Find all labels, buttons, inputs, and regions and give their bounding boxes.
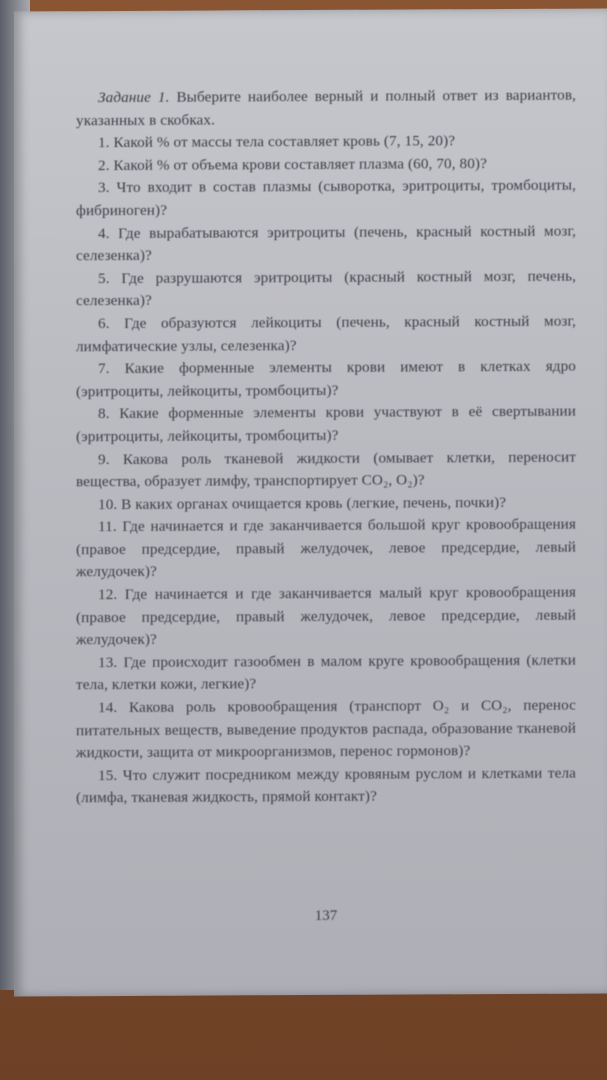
question-10: 10. В каких органах очищается кровь (легкие, печень, почки)? xyxy=(98,493,507,513)
question-5: 5. Где разрушаются эритроциты (красный костный мозг, печень, селезенка)? xyxy=(76,267,576,310)
question-13: 13. Где происходит газообмен в малом круге кровообращения (клетки тела, клетки кожи, легкие)? xyxy=(76,651,576,694)
question-2: 2. Какой % от объема крови составляет плазма (60, 70, 80)? xyxy=(98,154,487,174)
question-3: 3. Что входит в состав плазмы (сыворотка, эритроциты, тромбоциты, фибриноген)? xyxy=(76,176,576,220)
task-label: Задание 1. xyxy=(98,88,170,107)
question-4: 4. Где вырабатываются эритроциты (печень, красный костный мозг, селезенка)? xyxy=(76,222,576,265)
question-1: 1. Какой % от массы тела составляет кровь (7, 15, 20)? xyxy=(98,132,456,152)
question-6: 6. Где образуются лейкоциты (печень, красный костный мозг, лимфатические узлы, селезенка)? xyxy=(76,312,576,355)
question-15: 15. Что служит посредником между кровяным руслом и клетками тела (лимфа, тканевая жидкость, прямой контакт)? xyxy=(76,764,576,807)
task-heading xyxy=(76,85,576,133)
task-instruction: Выберите наиболее верный и полный ответ из вариантов, указанных в скобках. xyxy=(76,86,576,129)
question-14: 14. Какова роль кровообращения (транспорт O₂ и CO₂, перенос питательных веществ, выведение продуктов распада, образование тканевой жидкости, защита от микроорганизмов, перенос гормонов)? xyxy=(76,696,576,762)
page-number: 137 xyxy=(314,907,338,924)
question-12: 12. Где начинается и где заканчивается малый круг кровообращения (правое предсердие, правый желудочек, левое предсердие, левый желудочек)? xyxy=(76,583,576,649)
book-page xyxy=(14,8,607,996)
question-8: 8. Какие форменные элементы крови участвуют в её свертывании (эритроциты, лейкоциты, тромбоциты)? xyxy=(76,402,576,446)
question-11: 11. Где начинается и где заканчивается большой круг кровообращения (правое предсердие, правый желудочек, левое предсердие, левый желудочек)? xyxy=(76,515,576,581)
question-7: 7. Какие форменные элементы крови имеют в клетках ядро (эритроциты, лейкоциты, тромбоциты)? xyxy=(76,357,576,400)
exercise-text xyxy=(76,85,576,811)
question-9: 9. Какова роль тканевой жидкости (омывает клетки, переносит вещества, образует лимфу, транспортирует CO₂, O₂)? xyxy=(76,448,576,491)
